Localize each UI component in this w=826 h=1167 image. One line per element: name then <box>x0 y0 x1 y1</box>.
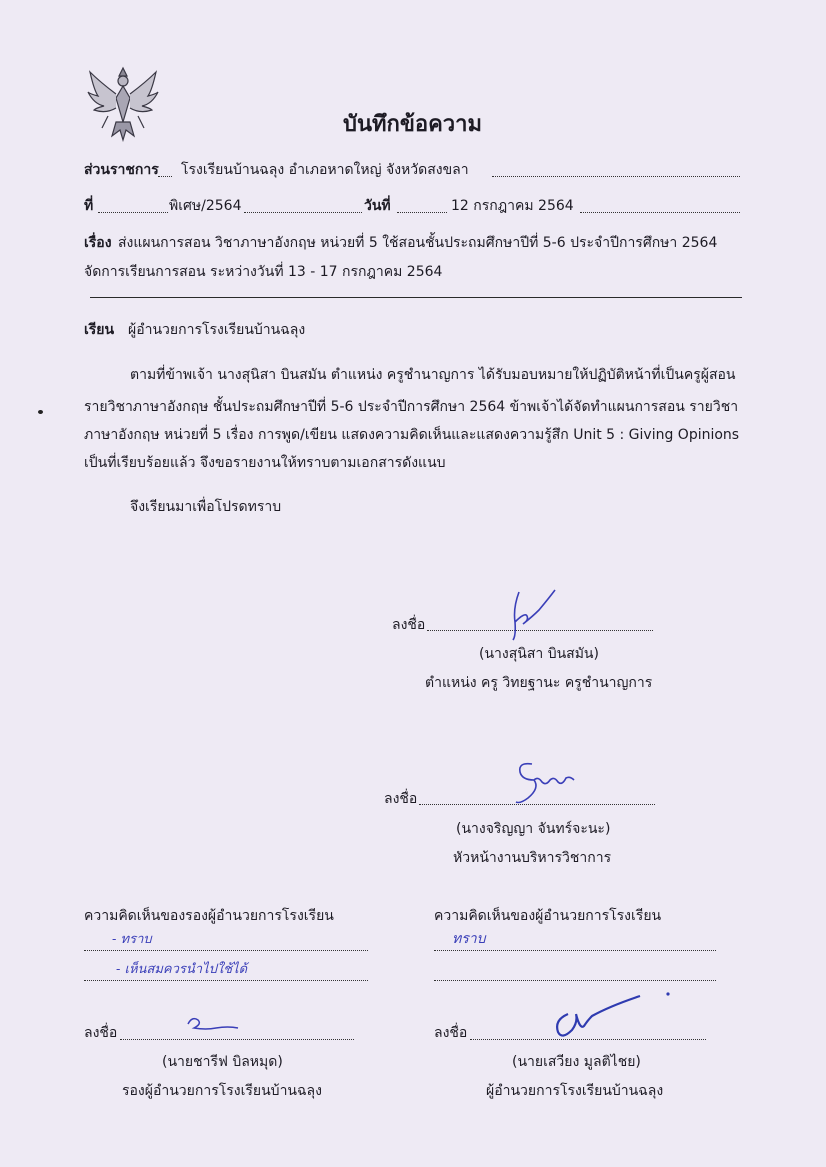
teacher-sign-label: ลงชื่อ <box>392 617 426 633</box>
director-position: ผู้อำนวยการโรงเรียนบ้านฉลุง <box>486 1083 664 1099</box>
closing-text: จึงเรียนมาเพื่อโปรดทราบ <box>130 499 282 515</box>
subject-label: เรื่อง <box>84 235 112 251</box>
body-line-1: ตามที่ข้าพเจ้า นางสุนิสา บินสมัน ตำแหน่ง ครูชำนาญการ ได้รับมอบหมายให้ปฏิบัติหน้าที่เป็นครูผู้สอน <box>130 367 736 383</box>
ref-value: พิเศษ/2564 <box>169 198 242 214</box>
teacher-position: ตำแหน่ง ครู วิทยฐานะ ครูชำนาญการ <box>425 675 653 691</box>
memo-title: บันทึกข้อความ <box>343 112 483 137</box>
date-label: วันที่ <box>364 198 391 214</box>
deputy-name: (นายชารีฟ บิลหมุด) <box>162 1054 283 1070</box>
office-label: ส่วนราชการ <box>84 162 159 178</box>
date-value: 12 กรกฎาคม 2564 <box>451 198 574 214</box>
academic-position: หัวหน้างานบริหารวิชาการ <box>453 850 612 866</box>
deputy-note-line-2: - เห็นสมควรนำไปใช้ได้ <box>116 962 248 977</box>
to-label: เรียน <box>84 322 115 338</box>
academic-signature-icon <box>510 758 580 806</box>
director-opinion-label: ความคิดเห็นของผู้อำนวยการโรงเรียน <box>434 908 662 924</box>
director-name: (นายเสวียง มูลติไชย) <box>512 1054 641 1070</box>
garuda-emblem-icon <box>86 64 160 142</box>
body-line-4: เป็นที่เรียบร้อยแล้ว จึงขอรายงานให้ทราบตามเอกสารดังแนบ <box>84 455 446 471</box>
teacher-signature-icon <box>505 586 561 642</box>
body-line-2: รายวิชาภาษาอังกฤษ ชั้นประถมศึกษาปีที่ 5-6 ประจำปีการศึกษา 2564 ข้าพเจ้าได้จัดทำแผนการสอน รายวิชา <box>84 399 739 415</box>
header-divider <box>90 297 742 298</box>
director-sign-label: ลงชื่อ <box>434 1025 468 1041</box>
deputy-signature-icon <box>186 1014 240 1036</box>
teacher-name: (นางสุนิสา บินสมัน) <box>479 646 599 662</box>
director-note: ทราบ <box>452 931 486 947</box>
office-value: โรงเรียนบ้านฉลุง อำเภอหาดใหญ่ จังหวัดสงขลา <box>181 162 469 178</box>
director-signature-icon <box>550 990 674 1042</box>
academic-sign-label: ลงชื่อ <box>384 791 418 807</box>
subject-line-2: จัดการเรียนการสอน ระหว่างวันที่ 13 - 17 กรกฎาคม 2564 <box>84 264 443 280</box>
subject-line-1: ส่งแผนการสอน วิชาภาษาอังกฤษ หน่วยที่ 5 ใช้สอนชั้นประถมศึกษาปีที่ 5-6 ประจำปีการศึกษา 2564 <box>118 235 718 251</box>
deputy-opinion-label: ความคิดเห็นของรองผู้อำนวยการโรงเรียน <box>84 908 334 924</box>
body-line-3: ภาษาอังกฤษ หน่วยที่ 5 เรื่อง การพูด/เขียน แสดงความคิดเห็นและแสดงความรู้สึก Unit 5 : Giving Opinions <box>84 427 740 443</box>
to-value: ผู้อำนวยการโรงเรียนบ้านฉลุง <box>128 322 306 338</box>
paper-speck <box>38 410 43 414</box>
deputy-position: รองผู้อำนวยการโรงเรียนบ้านฉลุง <box>122 1083 322 1099</box>
deputy-sign-label: ลงชื่อ <box>84 1025 118 1041</box>
ref-label: ที่ <box>84 198 94 214</box>
deputy-note-line-1: - ทราบ <box>112 932 152 947</box>
academic-name: (นางจริญญา จันทร์จะนะ) <box>456 821 611 837</box>
